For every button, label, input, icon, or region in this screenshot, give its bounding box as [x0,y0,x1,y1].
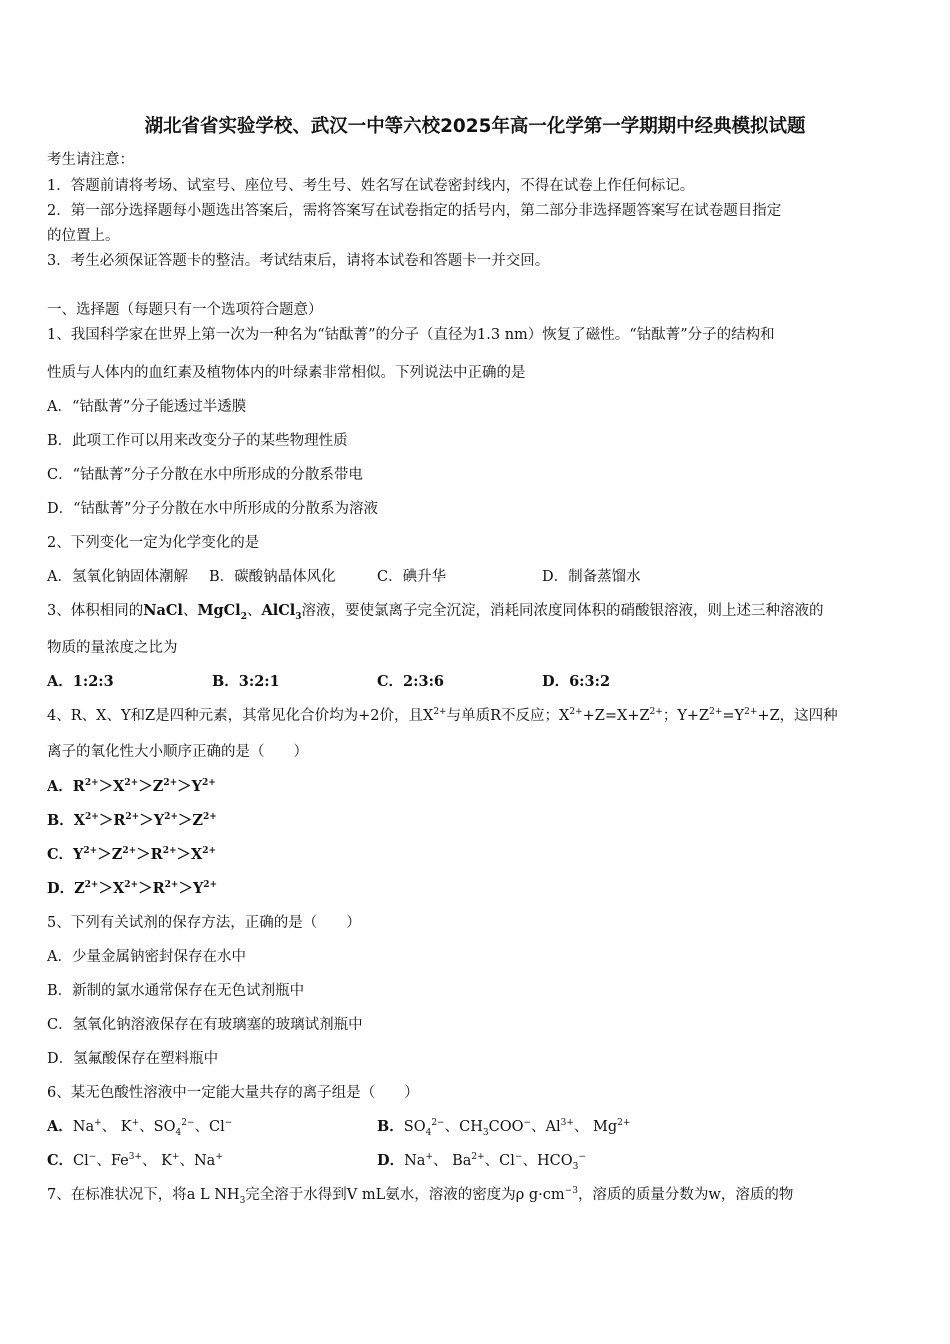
q3-option-a: A．1:2:3 [47,673,114,690]
q3-option-d: D．6:3:2 [542,673,611,690]
q6-stem: 6、某无色酸性溶液中一定能大量共存的离子组是（ ） [47,1085,419,1101]
q1-stem-line1: 1、我国科学家在世界上第一次为一种名为“钴酞菁”的分子（直径为1.3 nm）恢复了磁性。“钴酞菁”分子的结构和 [47,327,775,343]
q6-option-c: C．Cl−、$Fe^{3+}$、 K+、Na+ [47,1152,223,1169]
q2-option-a: A．氢氧化钠固体潮解 [47,569,188,585]
page-title: 湖北省省实验学校、武汉一中等六校2025年高一化学第一学期期中经典模拟试题 [144,116,806,137]
q2-option-d: D．制备蒸馏水 [542,569,641,585]
q2-option-b: B．碳酸钠晶体风化 [209,569,336,585]
q1-option-b: B．此项工作可以用来改变分子的某些物理性质 [47,433,348,449]
q6-option-d: D．Na+、 $Ba^{2+}$、Cl−、$HCO_3^-$ [377,1152,586,1172]
q4-option-a: A．$R^{2+}>X^{2+}>Z^{2+}>Y^{2+}$ [47,778,216,795]
notice-item: 1．答题前请将考场、试室号、座位号、考生号、姓名写在试卷密封线内，不得在试卷上作任何标记。 [47,178,695,194]
q5-option-d: D．氢氟酸保存在塑料瓶中 [47,1051,219,1067]
notice-item: 3．考生必须保证答题卡的整洁。考试结束后，请将本试卷和答题卡一并交回。 [47,253,550,269]
q5-option-c: C．氢氧化钠溶液保存在有玻璃塞的玻璃试剂瓶中 [47,1017,363,1033]
q3-stem-line2: 物质的量浓度之比为 [47,640,178,656]
q2-stem: 2、下列变化一定为化学变化的是 [47,535,260,551]
q5-option-b: B．新制的氯水通常保存在无色试剂瓶中 [47,983,305,999]
q5-option-a: A．少量金属钠密封保存在水中 [47,949,246,965]
q4-stem-line1: 4、R、X、Y和Z是四种元素，其常见化合价均为+2价，且$X^{2+}$与单质R不反应；$X^{2+}+Z=X+Z^{2+}$；$Y+Z^{2+}=Y^{2+}+Z$，这四种 [47,707,838,724]
section-heading: 一、选择题（每题只有一个选项符合题意） [47,302,323,318]
q4-stem-line2: 离子的氧化性大小顺序正确的是（ ） [47,744,308,760]
q1-option-a: A．“钴酞菁”分子能透过半透膜 [47,399,247,415]
q6-option-b: B．$SO_4^{2-}$、$CH_3COO^-$、$Al^{3+}$、 $Mg^{2+}$ [377,1118,631,1138]
q4-option-c: C．$Y^{2+}>Z^{2+}>R^{2+}>X^{2+}$ [47,846,217,863]
q2-option-c: C．碘升华 [377,569,447,585]
q3-option-b: B．3:2:1 [212,673,280,690]
notice-item: 2．第一部分选择题每小题选出答案后，需将答案写在试卷指定的括号内，第二部分非选择题答案写在试卷题目指定 [47,203,782,219]
q5-stem: 5、下列有关试剂的保存方法，正确的是（ ） [47,915,361,931]
q6-option-a: A．Na+、 K+、$SO_4^{2-}$、Cl− [47,1118,233,1138]
q1-option-d: D．“钴酞菁”分子分散在水中所形成的分散系为溶液 [47,501,378,517]
q1-stem-line2: 性质与人体内的血红素及植物体内的叶绿素非常相似。下列说法中正确的是 [47,365,526,381]
q3-option-c: C．2:3:6 [377,673,445,690]
q3-stem-line1: 3、体积相同的NaCl、MgCl$_2$、AlCl$_3$溶液，要使氯离子完全沉淀，消耗同浓度同体积的硝酸银溶液，则上述三种溶液的 [47,602,824,622]
q7-stem-line1: 7、在标准状况下，将a L $NH_3$完全溶于水得到V mL氨水，溶液的密度为ρ $g\cdot cm^{-3}$，溶质的质量分数为w，溶质的物 [47,1186,794,1206]
q4-option-b: B．$X^{2+}>R^{2+}>Y^{2+}>Z^{2+}$ [47,812,217,829]
q4-option-d: D．$Z^{2+}>X^{2+}>R^{2+}>Y^{2+}$ [47,880,218,897]
notice-heading: 考生请注意： [47,152,134,168]
notice-item: 的位置上。 [47,228,120,244]
q1-option-c: C．“钴酞菁”分子分散在水中所形成的分散系带电 [47,467,363,483]
